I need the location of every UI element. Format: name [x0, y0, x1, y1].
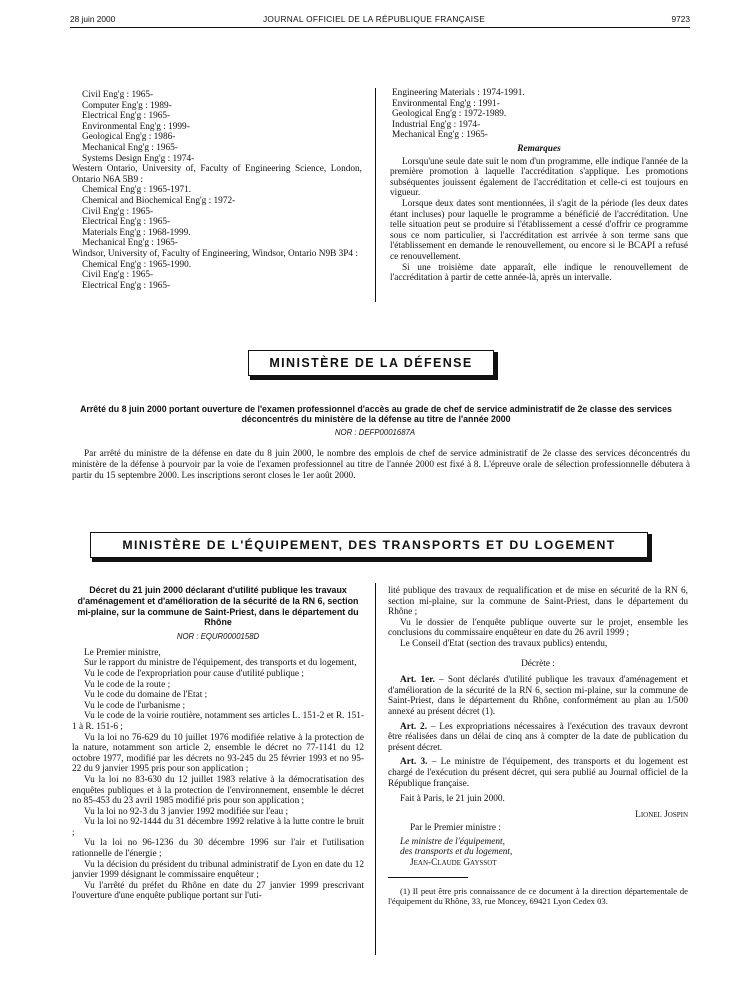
programme-item: Computer Eng'g : 1989- — [82, 100, 172, 111]
programme-item: Electrical Eng'g : 1965- — [82, 217, 171, 228]
ministry-box-defense — [248, 350, 494, 376]
ministry-title-equipement: MINISTÈRE DE L'ÉQUIPEMENT, DES TRANSPORTS ET DU LOGEMENT — [122, 538, 616, 552]
programme-item: Chemical Eng'g : 1965-1990. — [82, 259, 192, 270]
par-premier-ministre: Par le Premier ministre : — [410, 823, 501, 834]
programme-item: Systems Design Eng'g : 1974- — [82, 153, 195, 164]
decrete: Décrète : — [521, 658, 555, 669]
visa-paragraph: Vu la loi no 83-630 du 12 juillet 1983 relative à la démocratisation des enquêtes publiques et à la protection de l'environnement, ensemble le décret no 85-453 du 23 avril 1985 modifié pris pour son application ; — [72, 774, 364, 807]
remark-paragraph: Lorsque deux dates sont mentionnées, il s'agit de la période (les deux dates étant incluses) pour laquelle le programme a bénéficié de l'accréditation. Une telle situation peut se produire si l'établissement a cessé d'offrir ce programme sous ce nom particulier, si l'accréditation est arrivée à son terme sans que l'établissement en demande le renouvellement, ou encore si le BCAPI a refusé ce renouvellement. — [390, 198, 688, 262]
article-text: – Le ministre de l'équipement, des transports et du logement est chargé de l'exécution du présent décret, qui sera publié au Journal officiel de la République française. — [388, 757, 688, 789]
remarks-body — [390, 157, 688, 284]
programme-item: Environmental Eng'g : 1991- — [392, 98, 500, 109]
visa-paragraph: Vu le code du domaine de l'Etat ; — [84, 690, 208, 701]
decree-right-column — [388, 586, 688, 906]
journal-title: JOURNAL OFFICIEL DE LA RÉPUBLIQUE FRANÇAISE — [262, 14, 486, 24]
articles — [388, 675, 688, 789]
top-left-column — [72, 90, 362, 291]
ministry-title-defense: MINISTÈRE DE LA DÉFENSE — [269, 356, 473, 370]
programme-item: Geological Eng'g : 1986- — [82, 132, 176, 143]
arrete-body: Par arrêté du ministre de la défense en date du 8 juin 2000, le nombre des emplois de chef de service administratif de 2e classe des services déconcentrés du ministère de la défense à pourvoir par la voie de l'examen professionnel au titre de l'année 2000 est fixé à 8. L'épreuve orale de sélection professionnelle débutera à partir du 15 septembre 2000. Les inscriptions seront closes le 1er août 2000. — [72, 449, 690, 481]
remark-paragraph: Si une troisième date apparaît, elle indique le renouvellement de l'accréditation à partir de cette année-là, après un intervalle. — [390, 262, 688, 284]
top-right-column — [390, 88, 688, 284]
visa-paragraph: Sur le rapport du ministre de l'équipement, des transports et du logement, — [84, 658, 357, 669]
visa-paragraph: Vu le code de la voirie routière, notamment ses articles L. 151-2 et R. 151-1 à R. 151-6 ; — [72, 711, 364, 732]
fait-a-paris: Fait à Paris, le 21 juin 2000. — [400, 794, 505, 805]
programme-item: Civil Eng'g : 1965- — [82, 90, 154, 100]
article-text: – Sont déclarés d'utilité publique les travaux d'aménagement et d'amélioration de la sécurité de la RN 6, section mi-plaine, sur la commune de Saint-Priest, dans le département du Rhône, conformément au plan au 1/500 annexé au présent décret (1). — [388, 675, 688, 717]
arrete-title: Arrêté du 8 juin 2000 portant ouverture de l'examen professionnel d'accès au grade de chef de service administratif de 2e classe des services déconcentrés du ministère de la défense au titre de l'année 2000 — [80, 404, 672, 425]
institution-heading: Western Ontario, University of, Faculty of Engineering Science, London, Ontario N6A 5B9 : — [72, 164, 362, 185]
visa-paragraph: Vu le code de l'expropriation pour cause d'utilité publique ; — [84, 668, 304, 679]
remark-paragraph: Lorsqu'une seule date suit le nom d'un programme, elle indique l'année de la première promotion à laquelle l'accréditation s'applique. Les promotions subséquentes jouissent également de l'accréditation et celle-ci est toujours en vigueur. — [390, 156, 688, 199]
visa-paragraph: Vu la loi no 76-629 du 10 juillet 1976 modifiée relative à la protection de la nature, notamment son article 2, ensemble le décret no 77-1141 du 12 octobre 1977, modifié par les décrets no 93-245 du 25 février 1993 et no 95-22 du 9 janvier 1995 pris pour son application ; — [72, 732, 364, 775]
column-divider-top — [375, 88, 376, 302]
programme-item: Electrical Eng'g : 1965- — [82, 111, 171, 122]
article-paragraph — [388, 675, 688, 717]
programme-item: Environmental Eng'g : 1999- — [82, 121, 190, 132]
programme-list — [390, 88, 688, 141]
programme-item: Mechanical Eng'g : 1965- — [82, 142, 178, 153]
decree-left-column — [72, 585, 364, 902]
arrete-nor: NOR : DEFP0001687A — [334, 428, 416, 437]
decree-right-intro: lité publique des travaux de requalification et de mise en sécurité de la RN 6, section mi-plaine, sur la commune de Saint-Priest, dans le département du Rhône ; — [388, 586, 688, 618]
article-text: – Les expropriations nécessaires à l'exécution des travaux devront être réalisées dans un délai de cinq ans à compter de la date de publication du présent décret. — [388, 721, 688, 753]
article-label: Art. 3. — [400, 757, 428, 768]
footnote-rule — [388, 877, 468, 878]
decree-right-vu: Vu le dossier de l'enquête publique ouverte sur le projet, ensemble les conclusions du commissaire enquêteur en date du 26 avril 1999 ; — [388, 617, 688, 639]
visa-paragraph: Vu la loi no 92-3 du 3 janvier 1992 modifiée sur l'eau ; — [84, 806, 289, 817]
programme-item: Engineering Materials : 1974-1991. — [392, 88, 525, 98]
article-paragraph — [388, 757, 688, 789]
visa-paragraph: Vu le code de la route ; — [84, 679, 171, 690]
programme-item: Mechanical Eng'g : 1965- — [82, 238, 178, 249]
remarks-title: Remarques — [517, 143, 561, 154]
programme-item: Geological Eng'g : 1972-1989. — [392, 109, 507, 120]
programme-item: Materials Eng'g : 1968-1999. — [82, 227, 191, 238]
header-rule — [70, 27, 690, 28]
visa-paragraph: Le Premier ministre, — [84, 647, 161, 658]
signer: Lionel Jospin — [635, 809, 688, 820]
minister-role-2: des transports et du logement, — [400, 847, 513, 858]
programme-item: Industrial Eng'g : 1974- — [392, 119, 481, 130]
visa-paragraph: Vu la loi no 96-1236 du 30 décembre 1996 sur l'air et l'utilisation rationnelle de l'énergie ; — [72, 838, 364, 860]
visa-paragraph: Vu la décision du président du tribunal administratif de Lyon en date du 12 janvier 1999 désignant le commissaire enquêteur ; — [72, 859, 364, 881]
programme-item: Chemical Eng'g : 1965-1971. — [82, 185, 192, 196]
programme-item: Chemical and Biochemical Eng'g : 1972- — [82, 195, 236, 206]
programme-item: Mechanical Eng'g : 1965- — [392, 130, 488, 141]
article-label: Art. 1er. — [400, 675, 435, 686]
programme-item: Civil Eng'g : 1965- — [82, 270, 154, 281]
conseil-etat: Le Conseil d'Etat (section des travaux publics) entendu, — [400, 638, 608, 649]
decree-nor: NOR : EQUR0000158D — [176, 632, 260, 642]
article-paragraph — [388, 722, 688, 754]
decree-title: Décret du 21 juin 2000 déclarant d'utilité publique les travaux d'aménagement et d'amélioration de la sécurité de la RN 6, section mi-plaine, sur la commune de Saint-Priest, dans le département du Rhône — [77, 585, 359, 628]
page-number: 9723 — [671, 14, 690, 24]
header-date: 28 juin 2000 — [70, 14, 116, 24]
article-label: Art. 2. — [400, 721, 428, 732]
visa-paragraph: Vu la loi no 92-1444 du 31 décembre 1992 relative à la lutte contre le bruit ; — [72, 817, 364, 838]
institution-heading: Windsor, University of, Faculty of Engineering, Windsor, Ontario N9B 3P4 : — [72, 248, 358, 259]
ministry-box-equipement — [90, 532, 648, 558]
visa-paragraph: Vu l'arrêté du préfet du Rhône en date du 27 janvier 1999 prescrivant l'ouverture d'une enquête publique portant sur l'uti- — [72, 880, 364, 902]
minister-name: Jean-Claude Gayssot — [410, 858, 497, 869]
programme-item: Civil Eng'g : 1965- — [82, 206, 154, 217]
decree-visas — [72, 648, 364, 902]
visa-paragraph: Vu le code de l'urbanisme ; — [84, 700, 186, 711]
minister-role-1: Le ministre de l'équipement, — [400, 836, 505, 847]
footnote: (1) Il peut être pris connaissance de ce document à la direction départementale de l'équipement du Rhône, 33, rue Moncey, 69421 Lyon Cedex 03. — [388, 885, 688, 906]
programme-item: Electrical Eng'g : 1965- — [82, 280, 171, 291]
column-divider-bottom — [375, 583, 376, 955]
